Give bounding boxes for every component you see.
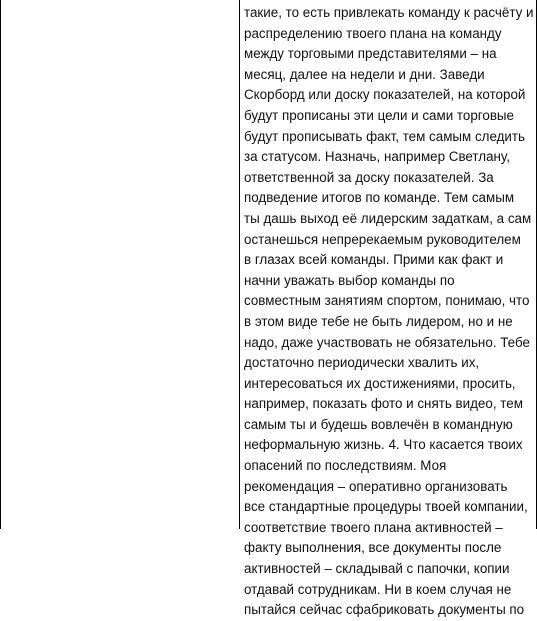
text-line: в этом виде тебе не быть лидером, но и не bbox=[244, 313, 513, 329]
text-line: будут прописывать факт, тем самым следить bbox=[244, 128, 526, 144]
text-line: будут прописаны эти цели и сами торговые bbox=[244, 107, 515, 123]
text-line: отдавай сотрудникам. Ни в коем случая не bbox=[244, 581, 512, 597]
text-line: подведение итогов по команде. Тем самым bbox=[244, 190, 515, 206]
column-divider bbox=[239, 0, 240, 529]
text-line: между торговыми представителями – на bbox=[244, 46, 497, 62]
text-line: активностей – складывай с папочки, копии bbox=[244, 561, 510, 577]
text-line: соответствие твоего плана активностей – bbox=[244, 519, 503, 535]
text-line: неформальную жизнь. 4. Что касается твоих bbox=[244, 437, 523, 453]
text-line: факту выполнения, все документы после bbox=[244, 540, 502, 556]
text-line: месяц, далее на недели и дни. Заведи bbox=[244, 66, 485, 82]
text-line: например, показать фото и снять видео, тем bbox=[244, 396, 523, 412]
text-line: Скорборд или доску показателей, на которой bbox=[244, 87, 526, 103]
text-line: все стандартные процедуры твоей компании, bbox=[244, 499, 528, 515]
text-line: распределению твоего плана на команду bbox=[244, 25, 502, 41]
text-line: начни уважать выбор команды по bbox=[244, 272, 455, 288]
text-line: такие, то есть привлекать команду к расчёту и bbox=[244, 5, 534, 20]
text-line: рекомендация – оперативно организовать bbox=[244, 478, 508, 494]
text-line: совместным занятиям спортом, понимаю, что bbox=[244, 293, 530, 309]
text-line: останешься непререкаемым руководителем bbox=[244, 231, 521, 247]
text-line: опасений по последствиям. Моя bbox=[244, 458, 447, 474]
text-line: достаточно периодически хвалить их, bbox=[244, 355, 480, 371]
text-line: надо, даже участвовать не обязательно. Тебе bbox=[244, 334, 530, 350]
text-line: интересоваться их достижениями, просить, bbox=[244, 375, 516, 391]
text-line: в глазах всей команды. Прими как факт и bbox=[244, 252, 504, 268]
text-line: ответственной за доску показателей. За bbox=[244, 169, 494, 185]
document-text bbox=[244, 3, 536, 621]
text-line: пытайся сейчас сфабриковать документы по bbox=[244, 602, 525, 618]
text-line: за статусом. Назначь, например Светлану, bbox=[244, 149, 510, 165]
text-line: самым ты и будешь вовлечён в командную bbox=[244, 416, 513, 432]
text-line: ты дашь выход её лидерским задаткам, а сам bbox=[244, 210, 532, 226]
